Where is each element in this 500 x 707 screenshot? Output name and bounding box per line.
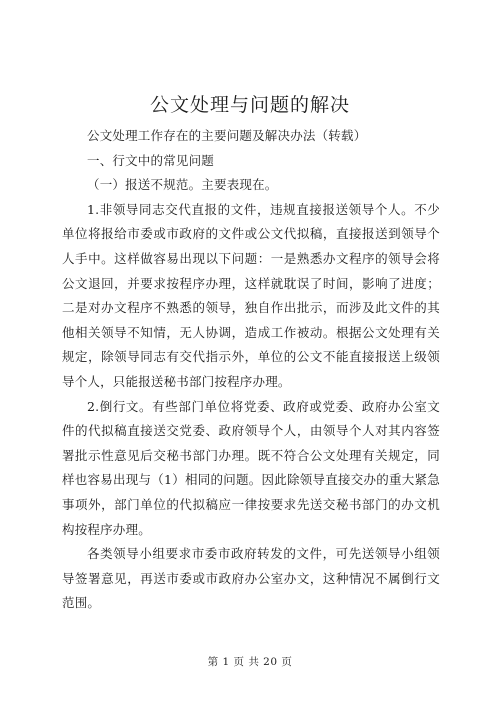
page-footer: 第 1 页 共 20 页 — [207, 656, 293, 668]
document-title: 公文处理与问题的解决 — [149, 94, 350, 116]
subtitle-paragraph: 公文处理工作存在的主要问题及解决办法（转载） — [87, 128, 367, 143]
body-paragraph-2: 2.倒行文。有些部门单位将党委、政府或党委、政府办公室文件的代拟稿直接送交党委、政府领导个人，由领导个人对其内容签署批示性意见后交秘书部门办理。既不符合公文处理有关规定，同样也容易出现与（1）相同的问题。因此除领导直接交办的重大紧急事项外，部门单位的代拟稿应一律按要求先送交秘书部门的办文机构按程序办理。 — [62, 398, 440, 537]
body-paragraph-1: 1.非领导同志交代直报的文件，违规直接报送领导个人。不少单位将报给市委或市政府的文件或公文代拟稿，直接报送到领导个人手中。这样做容易出现以下问题：一是熟悉办文程序的领导会将公文退回，并要求按程序办理，这样就耽误了时间，影响了进度；二是对办文程序不熟悉的领导，独自作出批示，而涉及此文件的其他相关领导不知情，无人协调，造成工作被动。根据公文处理有关规定，除领导同志有交代指示外，单位的公文不能直接报送上级领导个人，只能报送秘书部门按程序办理。 — [62, 201, 440, 389]
body-paragraph-3: 各类领导小组要求市委市政府转发的文件，可先送领导小组领导签署意见，再送市委或市政府办公室办文，这种情况不属倒行文范围。 — [62, 546, 440, 611]
subsection-heading: （一）报送不规范。主要表现在。 — [87, 177, 278, 193]
section-heading: 一、行文中的常见问题 — [87, 152, 215, 168]
document-body — [62, 124, 440, 616]
